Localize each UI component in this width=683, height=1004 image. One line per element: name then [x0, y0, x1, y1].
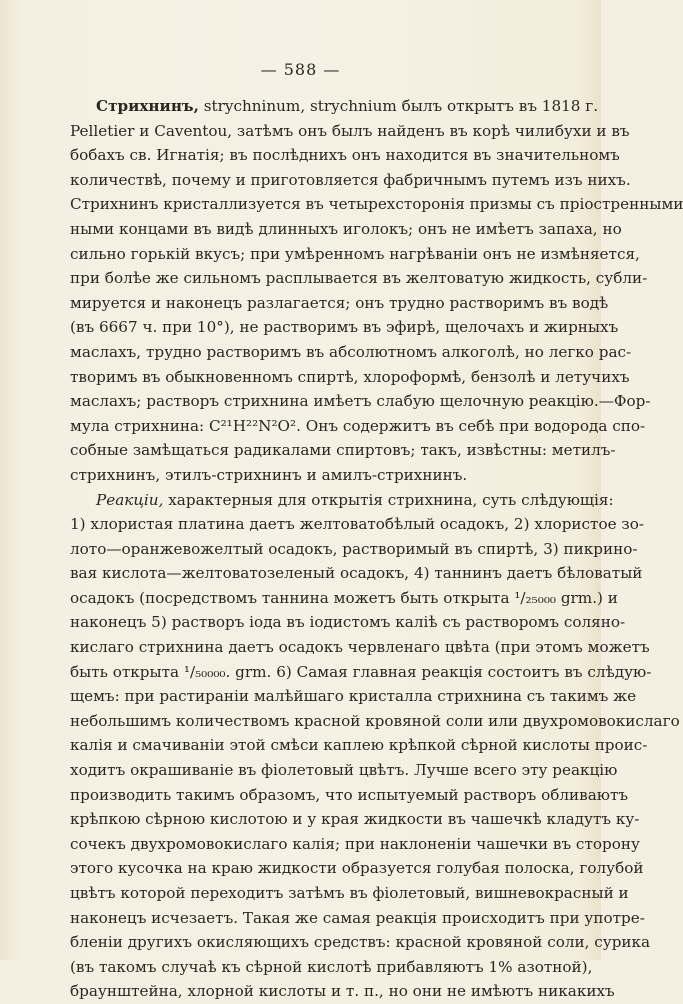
text-line: производить такимъ образомъ, что испытуемый растворъ обливаютъ	[70, 785, 629, 804]
paragraph-strychnine	[70, 94, 683, 488]
page-number: — 588 —	[260, 60, 341, 79]
paragraph-reactions	[70, 488, 680, 1004]
text-line: при болѣе же сильномъ расплывается въ желтоватую жидкость, субли-	[70, 269, 648, 288]
text-line: вая кислота—желтоватозеленый осадокъ, 4) таннинъ даетъ бѣловатый	[70, 564, 643, 583]
text-line: мула стрихнина: C²¹H²²N²O². Онъ содержитъ въ себѣ при водорода спо-	[70, 416, 646, 435]
text-line: Стрихнинъ кристаллизуется въ четырехсторонія призмы съ пріостренными	[70, 195, 683, 214]
text-line: осадокъ (посредствомъ таннина можетъ быть открыта ¹/₂₅₀₀₀ grm.) и	[70, 588, 618, 607]
text-line: сильно горькій вкусъ; при умѣренномъ нагрѣваніи онъ не измѣняется,	[70, 244, 640, 263]
text-line	[70, 488, 614, 513]
text-line: маслахъ, трудно растворимъ въ абсолютномъ алкоголѣ, но легко рас-	[70, 342, 632, 361]
text-line: лото—оранжевожелтый осадокъ, растворимый въ спиртѣ, 3) пикрино-	[70, 539, 638, 558]
text-line: бобахъ св. Игнатія; въ послѣднихъ онъ находится въ значительномъ	[70, 146, 620, 165]
text-line: щемъ: при растираніи малѣйшаго кристалла стрихнина съ такимъ же	[70, 687, 637, 706]
text-line: собные замѣщаться радикалами спиртовъ; такъ, извѣстны: метилъ-	[70, 441, 616, 460]
text-line: кислаго стрихнина даетъ осадокъ червленаго цвѣта (при этомъ можетъ	[70, 638, 650, 657]
term-strychnine: Стрихнинъ,	[96, 97, 199, 115]
text-line: браунштейна, хлорной кислоты и т. п., но они не имѣютъ никакихъ	[70, 982, 615, 1001]
text-line: (въ 6667 ч. при 10°), не растворимъ въ эфирѣ, щелочахъ и жирныхъ	[70, 318, 619, 337]
text-line: стрихнинъ, этилъ-стрихнинъ и амилъ-стрихнинъ.	[70, 465, 468, 484]
text-line: наконецъ исчезаетъ. Такая же самая реакція происходитъ при употре-	[70, 908, 645, 927]
text-line: быть открыта ¹/₅₀₀₀₀. grm. 6) Самая главная реакція состоитъ въ слѣдую-	[70, 662, 652, 681]
text-line: ными концами въ видѣ длинныхъ иголокъ; онъ не имѣетъ запаха, но	[70, 219, 622, 238]
text-line: творимъ въ обыкновенномъ спиртѣ, хлороформѣ, бензолѣ и летучихъ	[70, 367, 630, 386]
text-line: мируется и наконецъ разлагается; онъ трудно растворимъ въ водѣ	[70, 293, 609, 312]
text-line: количествѣ, почему и приготовляется фабричнымъ путемъ изъ нихъ.	[70, 170, 631, 189]
text-line: (въ такомъ случаѣ къ сѣрной кислотѣ прибавляютъ 1% азотной),	[70, 957, 593, 976]
text-line: ходитъ окрашиваніе въ фіолетовый цвѣтъ. Лучше всего эту реакцію	[70, 761, 618, 780]
term-reactions: Реакціи,	[96, 490, 164, 509]
line-text: характерныя для открытія стрихнина, суть слѣдующія:	[168, 490, 614, 509]
text-line: маслахъ; растворъ стрихнина имѣетъ слабую щелочную реакцію.—Фор-	[70, 392, 651, 411]
text-line: Pelletier и Caventou, затѣмъ онъ былъ найденъ въ корѣ чилибухи и въ	[70, 121, 630, 140]
body-text	[70, 94, 683, 1004]
text-line: наконецъ 5) растворъ іода въ іодистомъ каліѣ съ растворомъ соляно-	[70, 613, 626, 632]
line-text: strychninum, strychnium былъ открытъ въ 1818 г.	[203, 97, 599, 115]
text-line: небольшимъ количествомъ красной кровяной соли или двухромовокислаго	[70, 711, 680, 730]
text-line	[70, 94, 599, 119]
text-line: крѣпкою сѣрною кислотою и у края жидкости въ чашечкѣ кладутъ ку-	[70, 810, 640, 829]
text-line: 1) хлористая платина даетъ желтоватобѣлый осадокъ, 2) хлористое зо-	[70, 515, 644, 534]
text-line: сочекъ двухромовокислаго калія; при наклоненіи чашечки въ сторону	[70, 834, 640, 853]
text-line: бленіи другихъ окисляющихъ средствъ: красной кровяной соли, сурика	[70, 933, 651, 952]
text-line: калія и смачиваніи этой смѣси каплею крѣпкой сѣрной кислоты проис-	[70, 736, 648, 755]
text-line: этого кусочка на краю жидкости образуется голубая полоска, голубой	[70, 859, 644, 878]
text-line: цвѣтъ которой переходитъ затѣмъ въ фіолетовый, вишневокрасный и	[70, 884, 629, 902]
